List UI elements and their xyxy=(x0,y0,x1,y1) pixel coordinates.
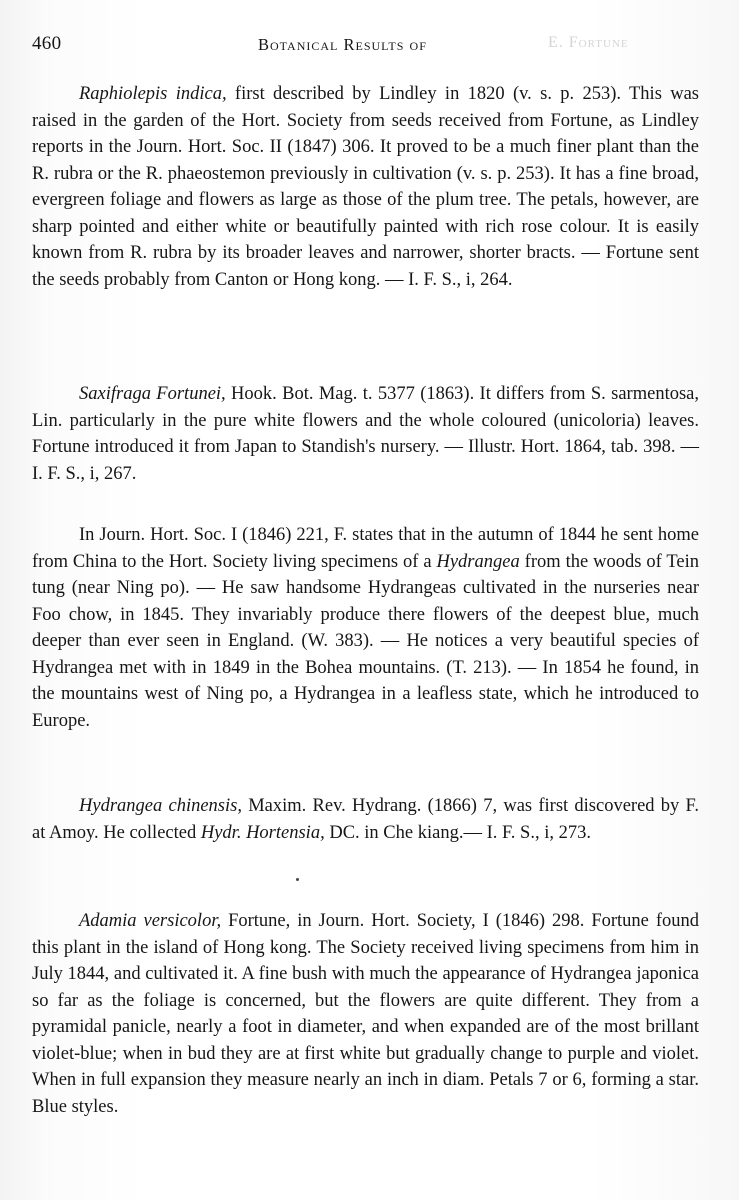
ink-speck xyxy=(296,878,299,881)
species-name: Raphiolepis indica, xyxy=(79,84,227,104)
species-name: Adamia versicolor, xyxy=(79,911,222,931)
running-title: Botanical Results of xyxy=(258,35,427,54)
paragraph-text: Fortune, in Journ. Hort. Society, I (1846) 298. Fortune found this plant in the island of Hong kong. The Society received living specimens from him in July 1844, and cultivated it. A fine bush with much the appearance of Hydrangea japonica so far as the foliage is concerned, but the flowers are quite different. They from a pyramidal panicle, nearly a foot in diameter, and when expanded are of the most brillant violet-blue; when in bud they are at first white but gradually change to purple and violet. When in full expansion they measure nearly an inch in diam. Petals 7 or 6, forming a star. Blue styles. xyxy=(32,911,700,1117)
paragraph-text-lead: In Journ. Hort. Soc. I (1846) 221, F. states that in the autumn of 1844 he sent home from China to the Hort. Society living specimens of a xyxy=(32,525,699,572)
paragraph-saxifraga xyxy=(32,381,699,487)
paragraph-text: from the woods of Tein tung (near Ning po). — He saw handsome Hydrangeas cultivated in the nurseries near Foo chow, in 1845. They invariably produce there flowers of the deepest blue, much deeper than ever seen in England. (W. 383). — He notices a very beautiful species of Hydrangea met with in 1849 in the Bohea mountains. (T. 213). — In 1854 he found, in the mountains west of Ning po, a Hydrangea in a leafless state, which he introduced to Europe. xyxy=(32,551,700,731)
page-number: 460 xyxy=(32,33,62,54)
genus-name: Hydrangea xyxy=(436,551,520,572)
species-name-secondary: Hydr. Hortensia, xyxy=(200,822,325,843)
paragraph-text: DC. in Che kiang.— I. F. S., i, 273. xyxy=(324,822,591,843)
paragraph-hydrangea-journ xyxy=(32,522,699,734)
bleedthrough-text: E. Fortune xyxy=(548,34,629,51)
paragraph-text: Hook. Bot. Mag. t. 5377 (1863). It differs from S. sarmentosa, Lin. particularly in the pure white flowers and the whole coloured (unicoloria) leaves. Fortune introduced it from Japan to Standish's nursery. — Illustr. Hort. 1864, tab. 398. — I. F. S., i, 267. xyxy=(32,384,699,484)
page-header xyxy=(32,33,700,57)
paragraph-adamia xyxy=(32,908,699,1120)
paragraph-hydrangea-chinensis xyxy=(32,793,699,846)
paragraph-raphiolepis xyxy=(32,81,699,293)
paragraph-text: first described by Lindley in 1820 (v. s. p. 253). This was raised in the garden of the Hort. Society from seeds received from Fortune, as Lindley reports in the Journ. Hort. Soc. II (1847) 306. It proved to be a much finer plant than the R. rubra or the R. phaeostemon previously in cultivation (v. s. p. 253). It has a fine broad, evergreen foliage and flowers as large as those of the plum tree. The petals, however, are sharp pointed and either white or beautifully painted with rich rose colour. It is easily known from R. rubra by its broader leaves and narrower, shorter bracts. — Fortune sent the seeds probably from Canton or Hong kong. — I. F. S., i, 264. xyxy=(32,84,699,290)
species-name: Saxifraga Fortunei, xyxy=(79,384,226,404)
species-name: Hydrangea chinensis, xyxy=(79,796,242,816)
paragraph-text-mid: Maxim. Rev. Hydrang. (1866) 7, was first discovered by F. at Amoy. He collected xyxy=(32,796,699,843)
